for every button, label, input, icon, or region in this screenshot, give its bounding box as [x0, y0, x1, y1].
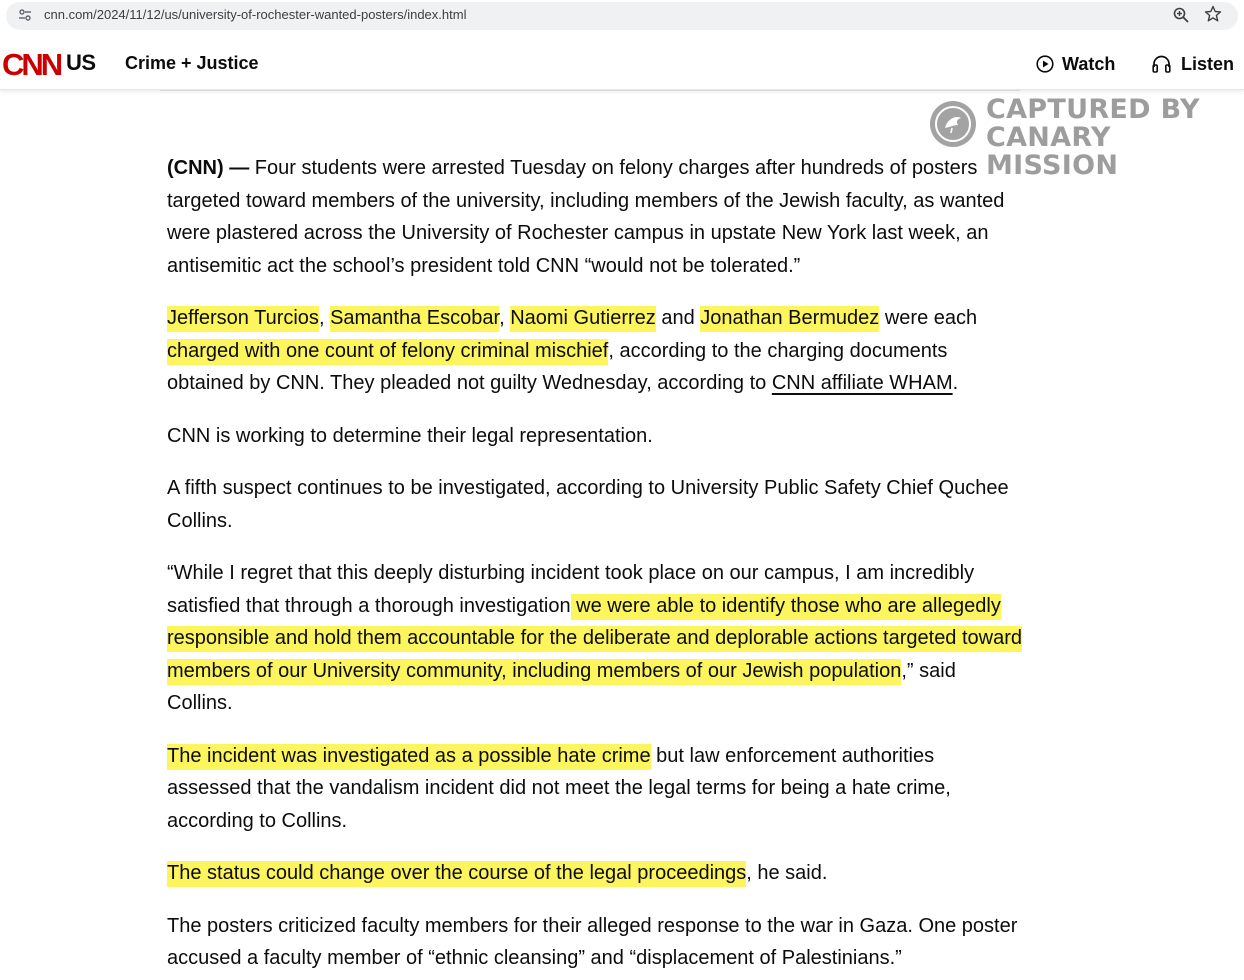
paragraph-8: The posters criticized faculty members for their alleged response to the war in Gaza. One poster accused a faculty member of “ethnic cleansing” and “displacement of Palestinians.” [167, 914, 1018, 969]
paragraph-3: CNN is working to determine their legal representation. [167, 424, 653, 447]
cnn-logo[interactable] [2, 48, 64, 80]
highlight-charge: charged with one count of felony criminal mischief [167, 339, 608, 365]
site-settings-icon[interactable] [18, 8, 32, 22]
zoom-icon[interactable] [1172, 6, 1190, 24]
listen-button[interactable] [1152, 52, 1234, 76]
article-body [167, 152, 1023, 980]
highlight-name: Jonathan Bermudez [700, 306, 879, 332]
headphones-icon [1152, 55, 1171, 73]
listen-label: Listen [1181, 53, 1235, 74]
highlight-name: Naomi Gutierrez [510, 306, 656, 332]
paragraph-2: Jefferson Turcios, Samantha Escobar, Naomi Gutierrez and Jonathan Bermudez were each charged with one count of felony criminal mischief, according to the charging documents obtained by CNN. They pleaded not guilty Wednesday, according to CNN affiliate WHAM. [167, 307, 978, 394]
canary-mission-watermark [930, 94, 1230, 181]
paragraph-4: A fifth suspect continues to be investigated, according to University Public Safety Chief Quchee Collins. [167, 477, 1009, 532]
edition-label[interactable]: US [66, 50, 96, 75]
url-text[interactable]: cnn.com/2024/11/12/us/university-of-rochester-wanted-posters/index.html [44, 7, 467, 22]
highlight-name: Samantha Escobar [330, 306, 499, 332]
header-divider [160, 90, 1020, 91]
paragraph-7: The status could change over the course of the legal proceedings, he said. [167, 857, 1023, 890]
browser-address-bar [0, 0, 1244, 38]
highlight-hate-crime: The incident was investigated as a possible hate crime [167, 744, 651, 770]
paragraph-5: “While I regret that this deeply disturbing incident took place on our campus, I am incredibly satisfied that through a thorough investigation we were able to identify those who are allegedly responsible and hold them accountable for the deliberate and deplorable actions targeted toward members of our University community, including members of our Jewish population,” said Collins. [167, 562, 1023, 714]
play-circle-icon [1036, 55, 1054, 73]
dateline: (CNN) — [167, 157, 250, 179]
svg-text:CNN: CNN [2, 48, 61, 80]
watch-label: Watch [1062, 53, 1116, 74]
watermark-text: CAPTURED BY CANARY MISSION [986, 94, 1200, 181]
paragraph-1: (CNN) — Four students were arrested Tuesday on felony charges after hundreds of posters targeted toward members of the university, including members of the Jewish faculty, as wanted were plastered across the University of Rochester campus in upstate New York last week, an antisemitic act the school’s president told CNN “would not be tolerated.” [167, 157, 1005, 277]
canary-bird-icon [930, 101, 976, 147]
watch-button[interactable] [1036, 52, 1115, 76]
wham-affiliate-link[interactable]: CNN affiliate WHAM [771, 372, 953, 394]
bookmark-star-icon[interactable] [1204, 5, 1222, 23]
highlight-name: Jefferson Turcios [167, 306, 319, 332]
section-title[interactable]: Crime + Justice [125, 53, 259, 73]
highlight-status: The status could change over the course of the legal proceedings [167, 861, 746, 887]
paragraph-6: The incident was investigated as a possible hate crime but law enforcement authorities assessed that the vandalism incident did not meet the legal terms for being a hate crime, according to Collins. [167, 744, 951, 832]
highlight-quote: we were able to identify those who are allegedly responsible and hold them accountable for the deliberate and deplorable actions targeted toward members of our University community, including members of our Jewish population [167, 594, 1022, 685]
site-header [0, 38, 1244, 90]
